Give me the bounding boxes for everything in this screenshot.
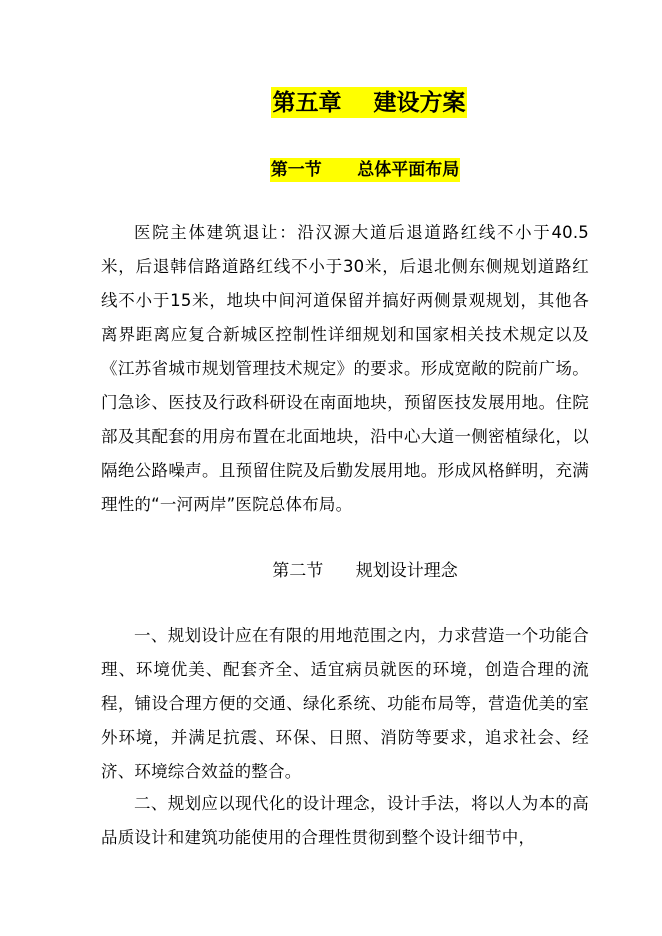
chapter-title: 第五章 建设方案	[272, 89, 466, 116]
body-paragraph-site-setback: 医院主体建筑退让：沿汉源大道后退道路红线不小于40.5米，后退韩信路道路红线不小于30米，后退北侧东侧规划道路红线不小于15米，地块中间河道保留并搞好两侧景观规划，其他各离界距离应复合新城区控制性详细规划和国家相关技术规定以及《江苏省城市规划管理技术规定》的要求。形成宽敞的院前广场。门急诊、医技及行政科研设在南面地块，预留医技发展用地。住院部及其配套的用房布置在北面地块，沿中心大道一侧密植绿化，以隔绝公路噪声。且预留住院及后勤发展用地。形成风格鲜明，充满理性的“一河两岸”医院总体布局。	[101, 223, 589, 514]
chapter-heading	[0, 84, 662, 117]
section-heading-2	[0, 556, 662, 581]
body-paragraph-principle-1: 一、规划设计应在有限的用地范围之内，力求营造一个功能合理、环境优美、配套齐全、适宜病员就医的环境，创造合理的流程，铺设合理方便的交通、绿化系统、功能布局等，营造优美的室外环境，并满足抗震、环保、日照、消防等要求，追求社会、经济、环境综合效益的整合。	[101, 626, 589, 781]
section1-title: 第一节 总体平面布局	[270, 160, 460, 180]
section-heading-1	[0, 155, 662, 180]
body-paragraph-principle-2: 二、规划应以现代化的设计理念，设计手法，将以人为本的高品质设计和建筑功能使用的合理性贯彻到整个设计细节中，	[101, 794, 589, 847]
section2-title: 第二节 规划设计理念	[272, 561, 458, 581]
